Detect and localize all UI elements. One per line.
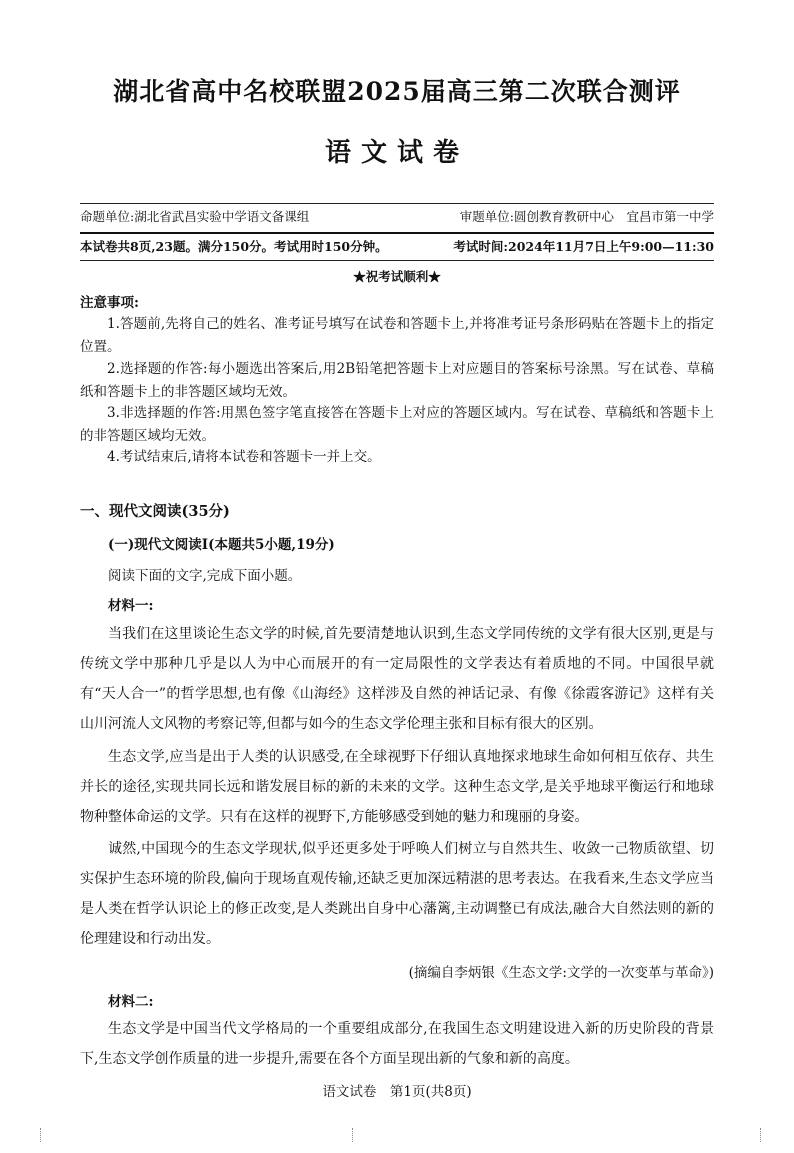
good-luck-banner: ★祝考试顺利★ bbox=[353, 269, 441, 284]
material-one-paragraph-2: 生态文学,应当是出于人类的认识感受,在全球视野下仔细认真地探求地球生命如何相互依存、共生并长的途径,实现共同长远和谐发展目标的新的未来的文学。这种生态文学,是关乎地球平衡运行和地球物种整体命运的文学。只有在这样的视野下,方能够感受到她的魅力和瑰丽的身姿。 bbox=[80, 749, 714, 825]
notes-heading: 注意事项: bbox=[80, 295, 139, 311]
section-title: 一、现代文阅读(35分) bbox=[80, 503, 230, 520]
material-one-paragraph-3: 诚然,中国现今的生态文学现状,似乎还更多处于呼唤人们树立与自然共生、收敛一己物质欲望、切实保护生态环境的阶段,偏向于现场直观传输,还缺乏更加深远精湛的思考表达。在我看来,生态文学应当是人类在哲学认识论上的修正改变,是人类跳出自身中心藩篱,主动调整已有成法,融合大自然法则的新的伦理建设和行动出发。 bbox=[80, 841, 714, 947]
exam-title: 湖北省高中名校联盟2025届高三第二次联合测评 bbox=[113, 77, 681, 106]
exam-time: 考试时间:2024年11月7日上午9:00—11:30 bbox=[453, 239, 714, 254]
setter-line: 命题单位:湖北省武昌实验中学语文备课组 bbox=[80, 209, 310, 224]
note-item-1: 1.答题前,先将自己的姓名、准考证号填写在试卷和答题卡上,并将准考证号条形码贴在答题卡上的指定位置。 bbox=[80, 316, 714, 355]
note-item-3: 3.非选择题的作答:用黑色签字笔直接答在答题卡上对应的答题区域内。写在试卷、草稿纸和答题卡上的非答题区域均无效。 bbox=[80, 405, 714, 444]
exam-subtitle: 语文试卷 bbox=[324, 138, 469, 168]
reading-instruction: 阅读下面的文字,完成下面小题。 bbox=[108, 568, 302, 584]
scan-edge-mark-right bbox=[760, 1128, 762, 1142]
material-two-paragraph-1: 生态文学是中国当代文学格局的一个重要组成部分,在我国生态文明建设进入新的历史阶段的背景下,生态文学创作质量的进一步提升,需要在各个方面呈现出新的气象和新的高度。 bbox=[80, 1021, 714, 1067]
material-two-label: 材料二: bbox=[108, 994, 154, 1010]
material-one-label: 材料一: bbox=[108, 598, 154, 614]
header-divider-bottom bbox=[80, 260, 714, 261]
exam-info: 本试卷共8页,23题。满分150分。考试用时150分钟。 bbox=[80, 239, 388, 254]
header-divider-middle bbox=[80, 232, 714, 234]
reviewer-line: 审题单位:圆创教育教研中心 宜昌市第一中学 bbox=[459, 209, 714, 224]
subsection-title: (一)现代文阅读Ⅰ(本题共5小题,19分) bbox=[108, 537, 335, 553]
note-item-2: 2.选择题的作答:每小题选出答案后,用2B铅笔把答题卡上对应题目的答案标号涂黑。写在试卷、草稿纸和答题卡上的非答题区域均无效。 bbox=[80, 361, 714, 400]
header-divider-top bbox=[80, 203, 714, 204]
page-footer: 语文试卷 第1页(共8页) bbox=[322, 1084, 472, 1100]
material-one-paragraph-1: 当我们在这里谈论生态文学的时候,首先要清楚地认识到,生态文学同传统的文学有很大区别,更是与传统文学中那种几乎是以人为中心而展开的有一定局限性的文学表达有着质地的不同。中国很早就有“天人合一”的哲学思想,也有像《山海经》这样涉及自然的神话记录、有像《徐霞客游记》这样有关山川河流人文风物的考察记等,但都与如今的生态文学伦理主张和目标有很大的区别。 bbox=[80, 626, 714, 732]
material-one-source: (摘编自李炳银《生态文学:文学的一次变革与革命》) bbox=[408, 965, 714, 981]
note-item-4: 4.考试结束后,请将本试卷和答题卡一并上交。 bbox=[107, 449, 381, 465]
scan-edge-mark-left bbox=[40, 1128, 42, 1142]
scan-edge-mark-center bbox=[352, 1128, 354, 1142]
